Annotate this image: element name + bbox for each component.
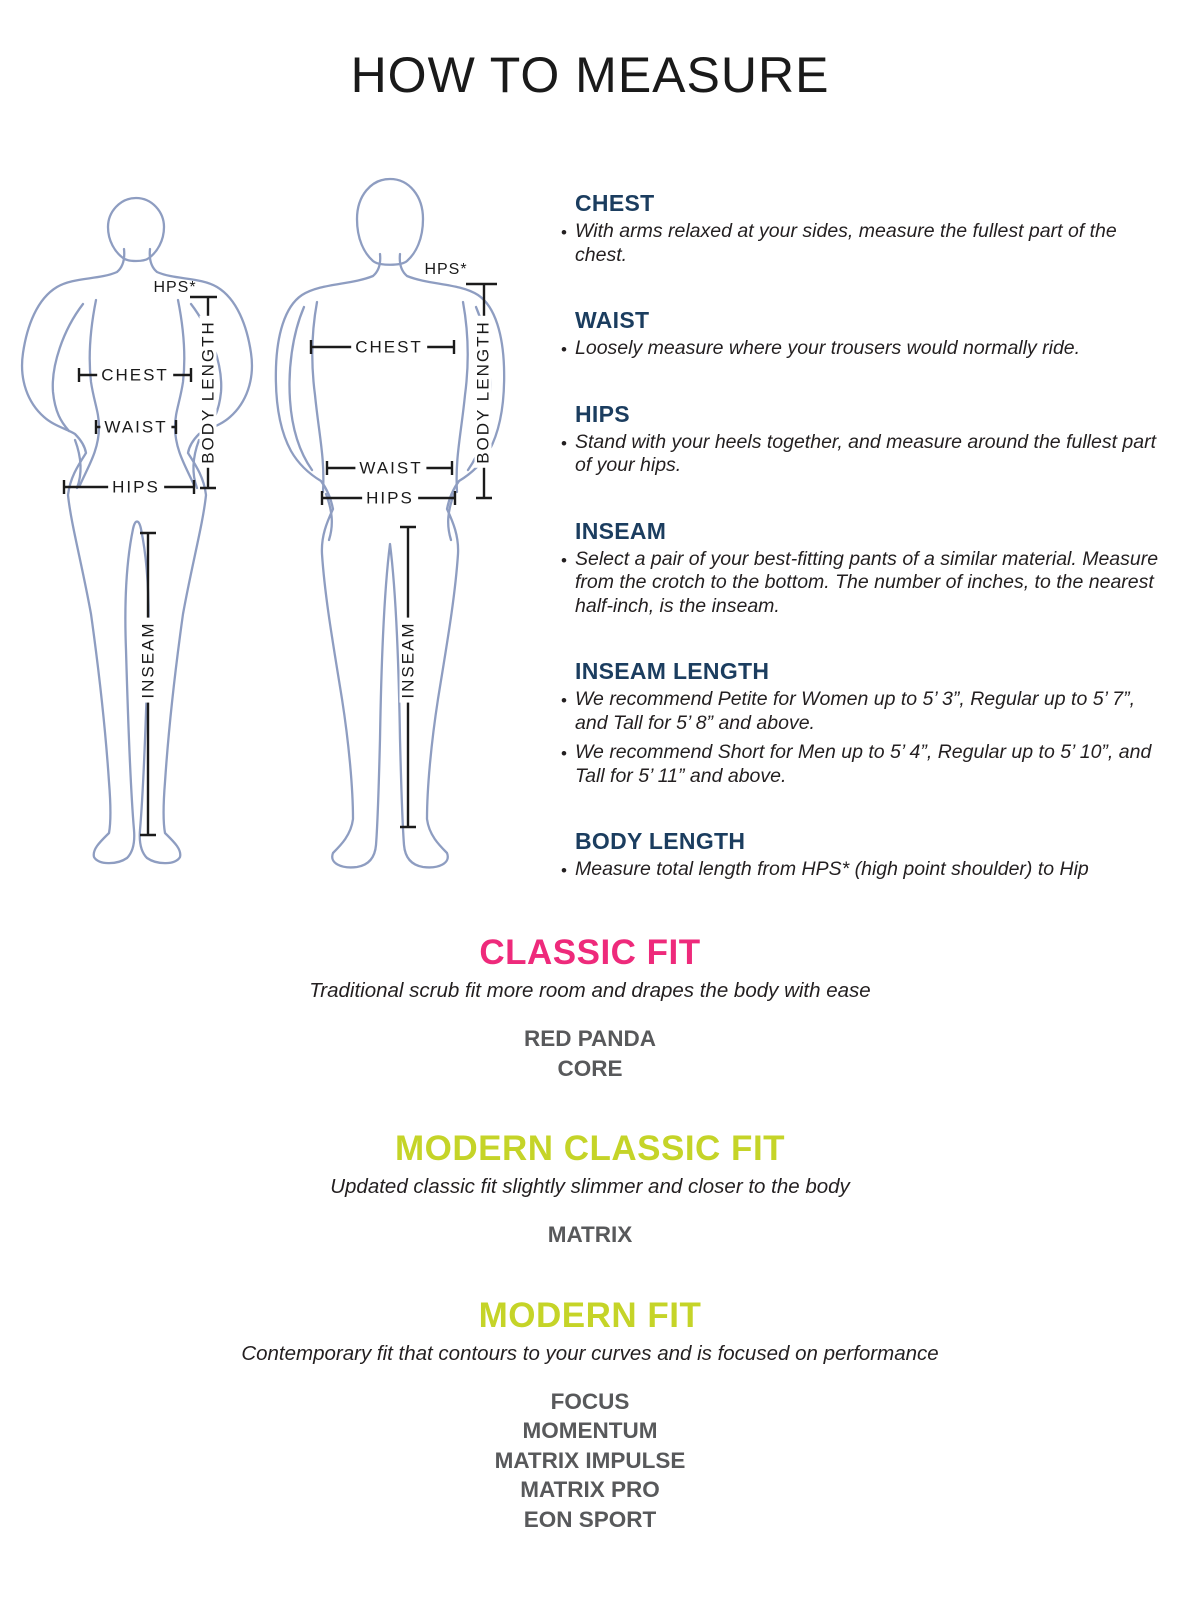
fit-brand-list — [0, 1220, 1180, 1250]
brand-item: MATRIX PRO — [520, 1477, 660, 1502]
female-chest-label: CHEST — [97, 367, 173, 384]
instruction-section-inseam-length — [553, 658, 1167, 788]
bullet-item: • Select a pair of your best-fitting pants of a similar material. Measure from the crotch to the bottom. The number of inches, to the nearest half-inch, is the inseam. — [553, 548, 1167, 619]
section-bullets — [553, 337, 1167, 361]
section-heading: BODY LENGTH — [575, 828, 746, 854]
fit-description: Updated classic fit slightly slimmer and closer to the body — [330, 1175, 850, 1198]
instruction-section-chest — [553, 190, 1167, 267]
instruction-section-body-length — [553, 828, 1167, 882]
instruction-section-waist — [553, 307, 1167, 361]
female-hips-label: HIPS — [108, 479, 164, 496]
section-bullets — [553, 688, 1167, 788]
bullet-item: • With arms relaxed at your sides, measure the fullest part of the chest. — [553, 220, 1167, 267]
fit-section-classic — [0, 933, 1180, 1083]
section-heading: INSEAM LENGTH — [575, 658, 770, 684]
female-inseam-label: INSEAM — [140, 617, 157, 702]
page-title: HOW TO MEASURE — [350, 47, 830, 103]
male-hps-label: HPS* — [424, 261, 468, 278]
female-bodylength-label: BODY LENGTH — [200, 316, 217, 468]
section-heading: HIPS — [575, 400, 630, 427]
brand-item: CORE — [557, 1055, 623, 1081]
section-heading: WAIST — [575, 307, 650, 333]
bullet-item: • Measure total length from HPS* (high point shoulder) to Hip — [553, 858, 1167, 882]
female-head — [108, 198, 164, 261]
female-inner-arm-left — [53, 304, 83, 431]
brand-item: FOCUS — [550, 1388, 630, 1414]
fit-name: MODERN CLASSIC FIT — [394, 1129, 786, 1168]
brand-item: MOMENTUM — [522, 1418, 658, 1443]
brand-item: EON SPORT — [523, 1506, 657, 1532]
fit-name: MODERN FIT — [478, 1295, 702, 1335]
bullet-item: • We recommend Petite for Women up to 5’ 3”, Regular up to 5’ 7”, and Tall for 5’ 8” and above. — [553, 688, 1167, 735]
male-torso-side-left — [312, 302, 323, 492]
fit-description: Contemporary fit that contours to your curves and is focused on performance — [241, 1341, 939, 1365]
measurement-instructions — [553, 190, 1167, 922]
bullet-item: • We recommend Short for Men up to 5’ 4”, Regular up to 5’ 10”, and Tall for 5’ 11” and above. — [553, 741, 1167, 788]
female-hps-label: HPS* — [153, 279, 197, 296]
fit-brand-list — [0, 1024, 1180, 1083]
male-inseam-label: INSEAM — [400, 617, 417, 702]
female-waist-label: WAIST — [100, 419, 171, 436]
section-bullets — [553, 858, 1167, 882]
male-hips-label: HIPS — [362, 490, 418, 507]
fit-guide — [0, 933, 1180, 1580]
female-figure-outline — [22, 198, 252, 863]
fit-description: Traditional scrub fit more room and drapes the body with ease — [309, 979, 871, 1002]
section-heading: CHEST — [575, 190, 655, 216]
fit-brand-list — [0, 1387, 1180, 1535]
male-waist-label: WAIST — [355, 460, 426, 477]
male-inner-arm-left — [290, 307, 312, 470]
male-figure-outline — [276, 179, 504, 867]
section-bullets — [553, 548, 1167, 619]
fit-section-modern — [0, 1296, 1180, 1535]
bullet-item: • Stand with your heels together, and measure around the fullest part of your hips. — [553, 431, 1167, 478]
brand-item: MATRIX IMPULSE — [494, 1447, 686, 1473]
instruction-section-hips — [553, 401, 1167, 478]
male-chest-label: CHEST — [351, 339, 427, 356]
section-bullets — [553, 431, 1167, 478]
section-bullets — [553, 220, 1167, 267]
brand-item: MATRIX — [547, 1222, 633, 1247]
brand-item: RED PANDA — [523, 1026, 657, 1051]
fit-section-modern-classic — [0, 1129, 1180, 1250]
bullet-item: • Loosely measure where your trousers would normally ride. — [553, 337, 1167, 361]
male-torso-side-right — [457, 302, 468, 492]
female-hand-left — [75, 440, 81, 488]
section-heading: INSEAM — [575, 517, 667, 544]
male-head — [357, 179, 423, 265]
male-bodylength-label: BODY LENGTH — [475, 316, 492, 468]
fit-name: CLASSIC FIT — [479, 933, 701, 972]
instruction-section-inseam — [553, 518, 1167, 619]
